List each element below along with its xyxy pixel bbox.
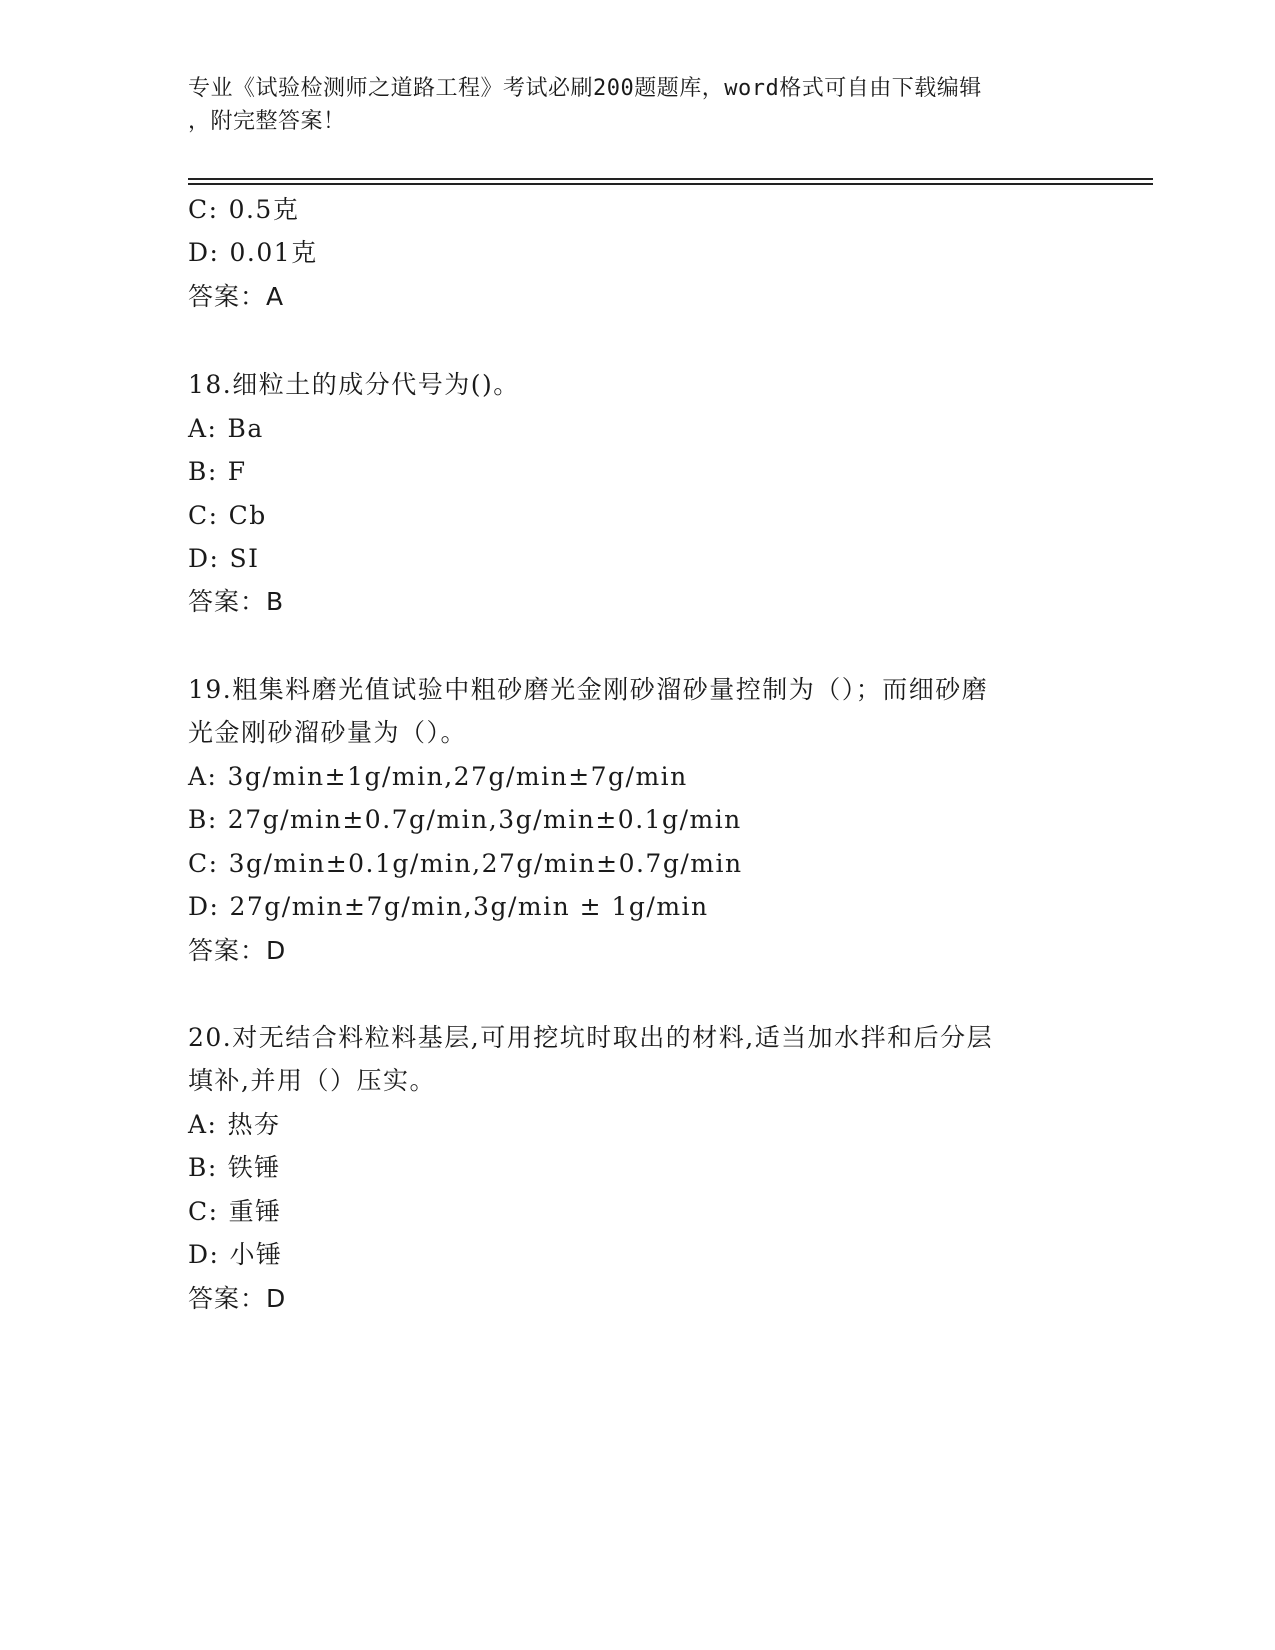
question-stem: 20.对无结合料粒料基层,可用挖坑时取出的材料,适当加水拌和后分层 [188,1023,994,1052]
option-text: 3g/min±0.1g/min,27g/min±0.7g/min [228,849,743,878]
option-label: C: [188,501,219,530]
option-a [188,1108,281,1142]
option-text: Cb [228,501,267,530]
option-d [188,890,709,924]
answer-line: 答案：B [188,587,285,616]
option-text: SI [229,544,260,573]
option-text: 重锤 [228,1197,282,1226]
option-d [188,542,259,576]
option-text: 0.5克 [228,195,300,224]
option-text: Ba [227,414,264,443]
option-text: 27g/min±0.7g/min,3g/min±0.1g/min [227,805,742,834]
option-b [188,803,742,837]
option-c [188,847,743,881]
option-label: D: [188,544,220,573]
option-text: 小锤 [229,1240,283,1269]
answer-line: 答案：D [188,1284,287,1313]
option-b [188,1151,281,1185]
option-text: 27g/min±7g/min,3g/min ± 1g/min [229,892,709,921]
answer-line: 答案：A [188,282,285,311]
document-header [188,72,1088,138]
option-c [188,499,267,533]
option-label: D: [188,1240,220,1269]
option-text: F [227,457,247,486]
option-d [188,1238,282,1272]
option-text: 3g/min±1g/min,27g/min±7g/min [227,762,688,791]
option-d [188,236,318,270]
question-stem-continued: 填补,并用（）压实。 [188,1066,436,1095]
header-divider-bottom [188,183,1153,185]
option-text: 0.01克 [229,238,318,267]
option-label: A: [188,414,218,443]
option-label: C: [188,1197,219,1226]
option-label: A: [188,762,218,791]
question-stem: 19.粗集料磨光值试验中粗砂磨光金刚砂溜砂量控制为（）；而细砂磨 [188,675,989,704]
option-label: D: [188,892,220,921]
question-stem-continued: 光金刚砂溜砂量为（）。 [188,718,468,747]
option-text: 热夯 [227,1110,281,1139]
option-label: C: [188,195,219,224]
option-a [188,760,688,794]
option-label: B: [188,457,218,486]
option-text: 铁锤 [227,1153,281,1182]
header-divider-top [188,178,1153,180]
option-label: C: [188,849,219,878]
header-line-1: 专业《试验检测师之道路工程》考试必刷200题题库，word格式可自由下载编辑 [188,76,982,101]
option-label: B: [188,1153,218,1182]
option-label: B: [188,805,218,834]
option-c [188,193,299,227]
option-a [188,412,264,446]
option-label: A: [188,1110,218,1139]
option-b [188,455,247,489]
question-stem: 18.细粒土的成分代号为()。 [188,370,520,399]
answer-line: 答案：D [188,936,287,965]
option-c [188,1195,282,1229]
header-line-2: ，附完整答案！ [188,109,346,134]
option-label: D: [188,238,220,267]
